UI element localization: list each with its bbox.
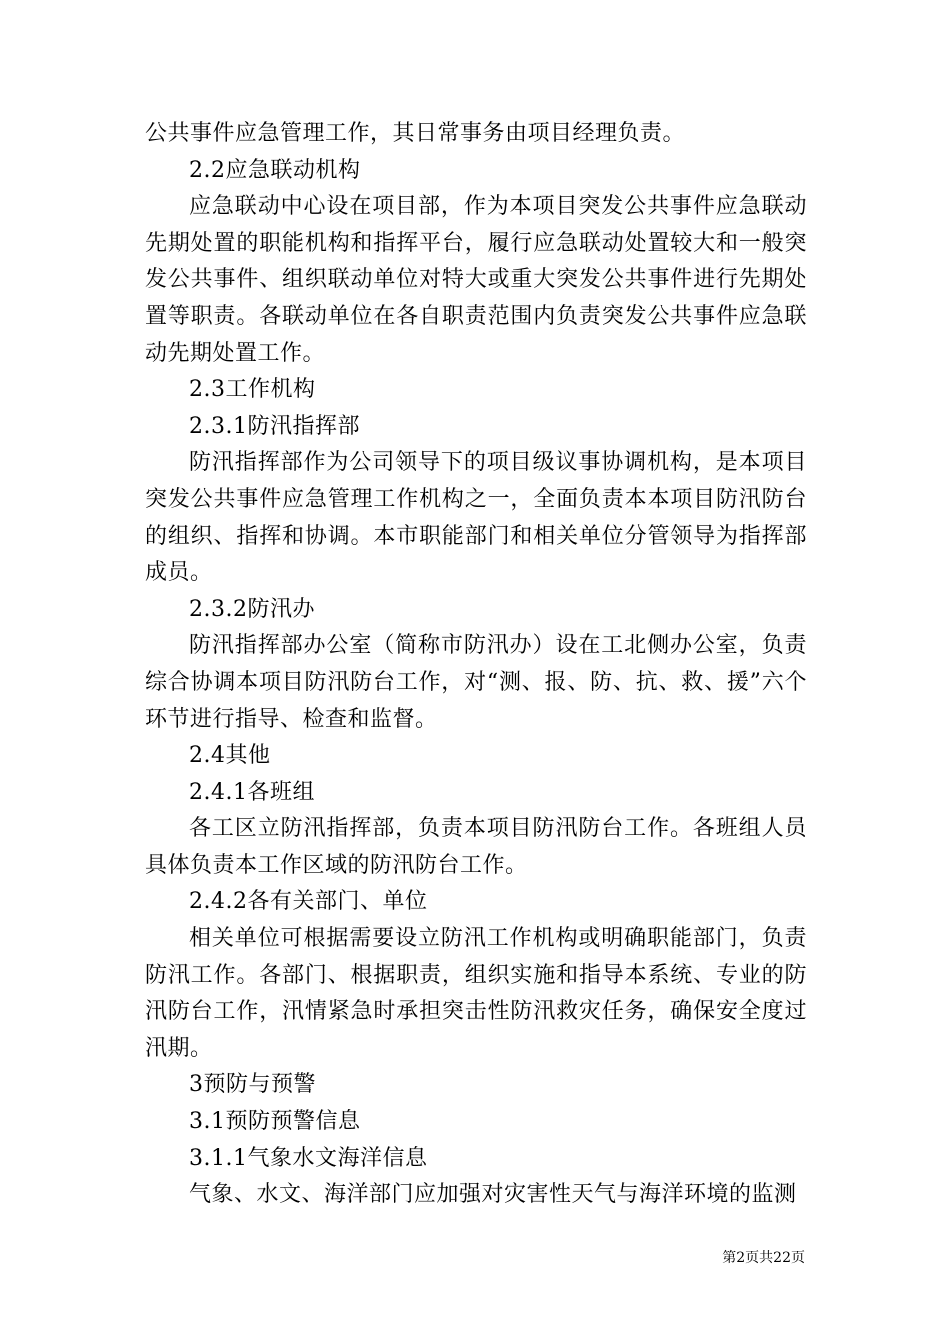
page-number: 第2页共22页 bbox=[722, 1250, 805, 1266]
subsection-heading: 2.3.2防汛办 bbox=[189, 596, 315, 622]
chapter-heading: 3预防与预警 bbox=[189, 1072, 316, 1098]
section-heading: 2.3工作机构 bbox=[189, 377, 316, 403]
subsection-heading: 2.4.1各班组 bbox=[189, 779, 315, 805]
section-heading: 2.2应急联动机构 bbox=[189, 157, 361, 183]
paragraph: 防汛指挥部作为公司领导下的项目级议事协调机构，是本项目突发公共事件应急管理工作机构之一，全面负责本本项目防汛防台的组织、指挥和协调。本市职能部门和相关单位分管领导为指挥部成员。 bbox=[145, 450, 807, 586]
paragraph: 应急联动中心设在项目部，作为本项目突发公共事件应急联动先期处置的职能机构和指挥平台，履行应急联动处置较大和一般突发公共事件、组织联动单位对特大或重大突发公共事件进行先期处置等职责。各联动单位在各自职责范围内负责突发公共事件应急联动先期处置工作。 bbox=[145, 194, 807, 366]
subsection-heading: 2.4.2各有关部门、单位 bbox=[189, 889, 428, 915]
paragraph: 公共事件应急管理工作，其日常事务由项目经理负责。 bbox=[145, 121, 686, 146]
subsection-heading: 3.1.1气象水文海洋信息 bbox=[189, 1145, 428, 1171]
paragraph: 防汛指挥部办公室（简称市防汛办）设在工北侧办公室，负责综合协调本项目防汛防台工作，对“测、报、防、抗、救、援”六个环节进行指导、检查和监督。 bbox=[145, 633, 807, 732]
section-heading: 3.1预防预警信息 bbox=[189, 1109, 361, 1135]
paragraph: 各工区立防汛指挥部，负责本项目防汛防台工作。各班组人员具体负责本工作区域的防汛防台工作。 bbox=[145, 816, 807, 878]
section-heading: 2.4其他 bbox=[189, 743, 271, 769]
document-body bbox=[145, 116, 807, 1214]
paragraph: 相关单位可根据需要设立防汛工作机构或明确职能部门，负责防汛工作。各部门、根据职责，组织实施和指导本系统、专业的防汛防台工作，汛情紧急时承担突击性防汛救灾任务，确保安全度过汛期。 bbox=[145, 926, 807, 1061]
subsection-heading: 2.3.1防汛指挥部 bbox=[189, 413, 360, 439]
paragraph: 气象、水文、海洋部门应加强对灾害性天气与海洋环境的监测 bbox=[189, 1182, 797, 1208]
